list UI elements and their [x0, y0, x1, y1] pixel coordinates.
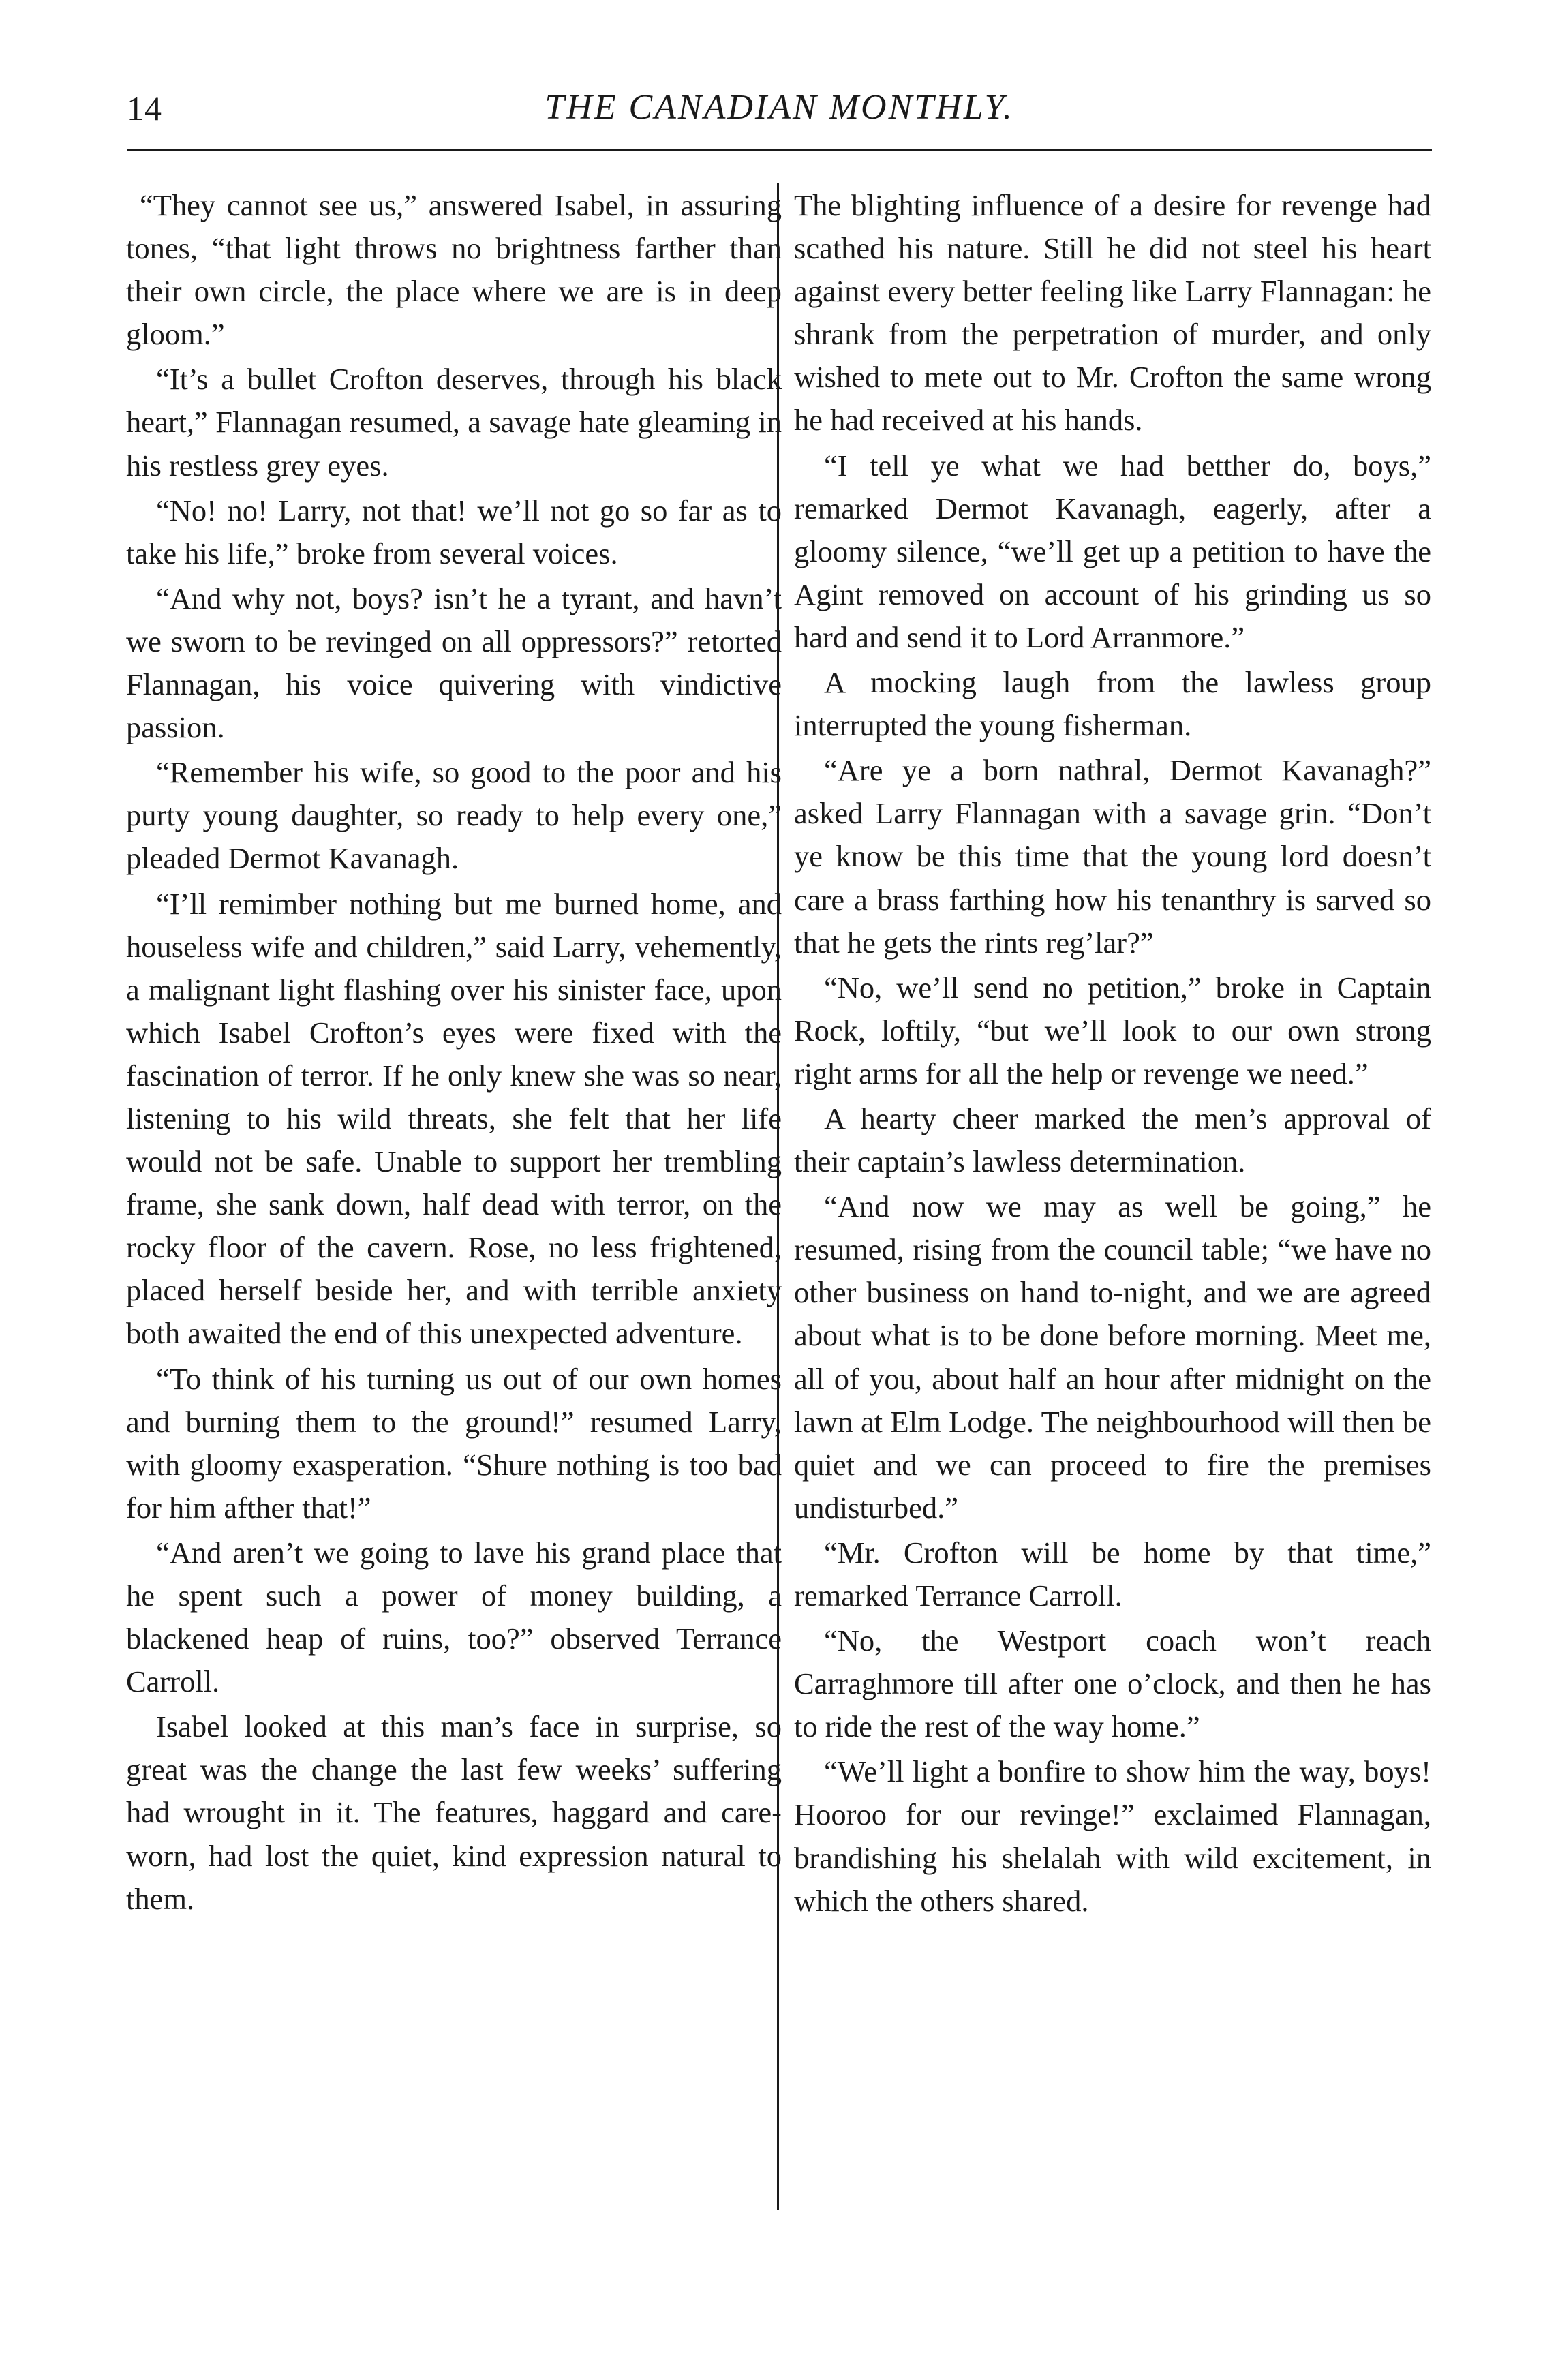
- paragraph: “Are ye a born nathral, Dermot Kavanagh?” asked Larry Flannagan with a savage grin. “Don’t ye know be this time that the young lord doesn’t care a brass farthing how his tenanthry is sarved so that he gets the rints reg’lar?”: [794, 753, 1431, 960]
- page-number: 14: [127, 89, 162, 127]
- paragraph: A hearty cheer marked the men’s approval of their captain’s lawless determination.: [794, 1101, 1431, 1179]
- running-title: THE CANADIAN MONTHLY.: [545, 88, 1014, 127]
- paragraph: “No, we’ll send no petition,” broke in Captain Rock, loftily, “but we’ll look to our own strong right arms for all the help or revenge we need.”: [794, 970, 1431, 1090]
- paragraph: “I tell ye what we had betther do, boys,” remarked Dermot Kavanagh, eagerly, after a gloomy silence, “we’ll get up a petition to have the Agint removed on account of his grinding us so hard and send it to Lord Arranmore.”: [794, 448, 1431, 654]
- left-column: [126, 184, 782, 2195]
- column-divider: [777, 183, 779, 2210]
- paragraph: “No, the Westport coach won’t reach Carraghmore till after one o’clock, and then he has to ride the rest of the way home.”: [794, 1623, 1431, 1744]
- paragraph: “Mr. Crofton will be home by that time,” remarked Terrance Carroll.: [794, 1535, 1431, 1613]
- paragraph: “It’s a bullet Crofton deserves, through his black heart,” Flannagan resumed, a savage hate gleaming in his restless grey eyes.: [126, 362, 782, 483]
- paragraph: “No! no! Larry, not that! we’ll not go so far as to take his life,” broke from several voices.: [126, 493, 782, 570]
- paragraph: “And now we may as well be going,” he resumed, rising from the council table; “we have no other business on hand to-night, and we are agreed about what is to be done before morning. Meet me, all of you, about half an hour after midnight on the lawn at Elm Lodge. The neighbourhood will then be quiet and we can proceed to fire the premises undisturbed.”: [794, 1189, 1431, 1525]
- paragraph: “They cannot see us,” answered Isabel, in assuring tones, “that light throws no brightness farther than their own circle, the place where we are is in deep gloom.”: [126, 188, 782, 352]
- paragraph: “I’ll remimber nothing but me burned home, and houseless wife and children,” said Larry, vehemently, a malignant light flashing over his sinister face, upon which Isabel Crofton’s eyes were fixed with the fascination of terror. If he only knew she was so near, listening to his wild threats, she felt that her life would not be safe. Unable to support her trembling frame, she sank down, half dead with terror, on the rocky floor of the cavern. Rose, no less frightened, placed herself beside her, and with terrible anxiety both awaited the end of this unexpected adventure.: [126, 886, 782, 1351]
- paragraph: “We’ll light a bonfire to show him the way, boys! Hooroo for our revinge!” exclaimed Flannagan, brandishing his shelalah with wild excitement, in which the others shared.: [794, 1754, 1431, 1918]
- paragraph: “And aren’t we going to lave his grand place that he spent such a power of money building, a blackened heap of ruins, too?” observed Terrance Carroll.: [126, 1535, 782, 1699]
- paragraph: Isabel looked at this man’s face in surprise, so great was the change the last few weeks’ suffering had wrought in it. The features, haggard and care-worn, had lost the quiet, kind expression natural to them.: [126, 1709, 782, 1916]
- paragraph: “And why not, boys? isn’t he a tyrant, and havn’t we sworn to be revinged on all oppressors?” retorted Flannagan, his voice quivering with vindictive passion.: [126, 581, 782, 745]
- page-header: [127, 80, 1432, 142]
- paragraph: “To think of his turning us out of our own homes and burning them to the ground!” resumed Larry, with gloomy exasperation. “Shure nothing is too bad for him afther that!”: [126, 1361, 782, 1525]
- paragraph: The blighting influence of a desire for revenge had scathed his nature. Still he did not steel his heart against every better feeling like Larry Flannagan: he shrank from the perpetration of murder, and only wished to mete out to Mr. Crofton the same wrong he had received at his hands.: [794, 188, 1431, 438]
- paragraph: “Remember his wife, so good to the poor and his purty young daughter, so ready to help every one,” pleaded Dermot Kavanagh.: [126, 755, 782, 876]
- right-column: [794, 184, 1431, 2195]
- header-rule: [127, 149, 1432, 151]
- paragraph: A mocking laugh from the lawless group interrupted the young fisherman.: [794, 665, 1431, 743]
